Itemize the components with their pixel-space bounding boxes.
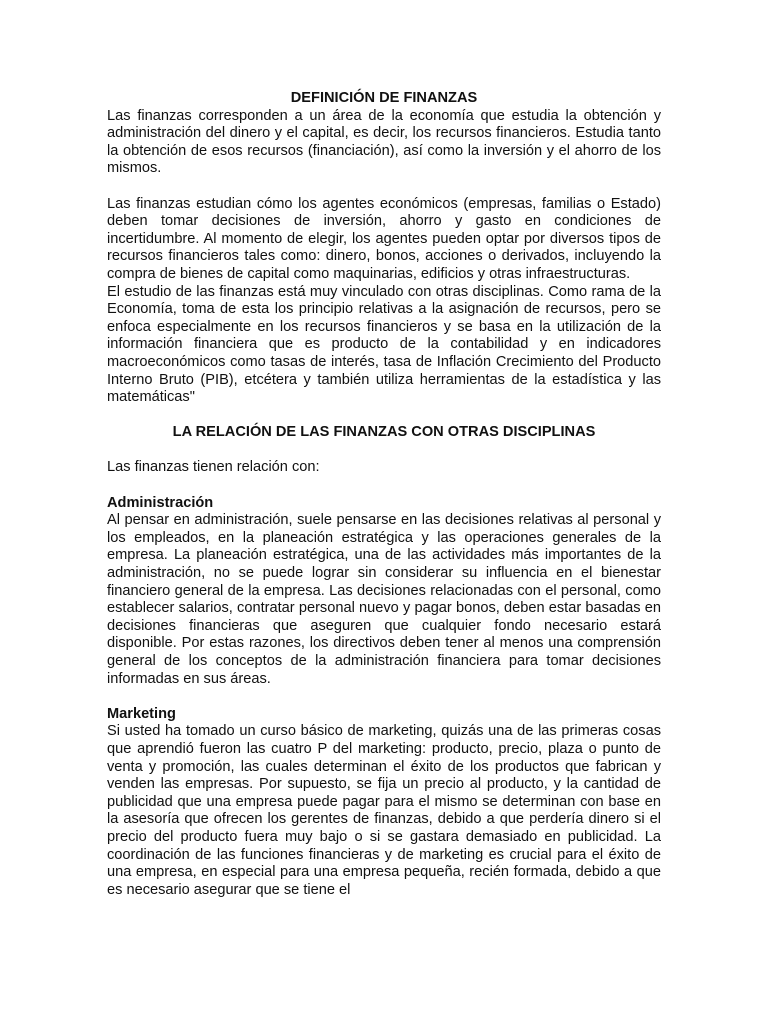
heading-marketing: Marketing (107, 705, 176, 722)
spacer (107, 442, 661, 460)
paragraph-disciplines: El estudio de las finanzas está muy vinculado con otras disciplinas. Como rama de la Economía, toma de esta los principio relativas a la asignación de recursos, pero se enfoca especialmente en los recursos financieros y se basa en la utilización de la información financiera que es producto de la contabilidad y en indicadores macroeconómicos como tasas de interés, tasa de Inflación Crecimiento del Producto Interno Bruto (PIB), etcétera y también utiliza herramientas de la estadística y las matemáticas" (107, 283, 661, 406)
spacer (107, 477, 661, 495)
document-page (107, 90, 661, 899)
heading-administracion: Administración (107, 494, 214, 511)
spacer (107, 688, 661, 706)
document-title: DEFINICIÓN DE FINANZAS (290, 90, 478, 106)
paragraph-definition: Las finanzas corresponden a un área de la economía que estudia la obtención y administración del dinero y el capital, es decir, los recursos financieros. Estudia tanto la obtención de esos recursos (financiación), así como la inversión y el ahorro de los mismos. (107, 107, 661, 177)
section-title-relation: LA RELACIÓN DE LAS FINANZAS CON OTRAS DISCIPLINAS (172, 424, 596, 441)
spacer (107, 407, 661, 425)
paragraph-administracion: Al pensar en administración, suele pensarse en las decisiones relativas al personal y los empleados, en la planeación estratégica y las operaciones generales de la empresa. La planeación estratégica, una de las actividades más importantes de la administración, no se puede lograr sin considerar su influencia en el bienestar financiero general de la empresa. Las decisiones relacionadas con el personal, como establecer salarios, contratar personal nuevo y pagar bonos, deben estar basadas en decisiones financieras que aseguren que cualquier fondo necesario estará disponible. Por estas razones, los directivos deben tener al menos una comprensión general de los conceptos de la administración financiera para tomar decisiones informadas en sus áreas. (107, 512, 661, 687)
spacer (107, 178, 661, 196)
paragraph-intro: Las finanzas tienen relación con: (107, 459, 320, 476)
paragraph-agents: Las finanzas estudian cómo los agentes económicos (empresas, familias o Estado) deben tomar decisiones de inversión, ahorro y gasto en condiciones de incertidumbre. Al momento de elegir, los agentes pueden optar por diversos tipos de recursos financieros tales como: dinero, bonos, acciones o derivados, incluyendo la compra de bienes de capital como maquinarias, edificios y otras infraestructuras. (107, 195, 661, 282)
paragraph-marketing: Si usted ha tomado un curso básico de marketing, quizás una de las primeras cosas que aprendió fueron las cuatro P del marketing: producto, precio, plaza o punto de venta y promoción, las cuales determinan el éxito de los productos que fabrican y venden las empresas. Por supuesto, se fija un precio al producto, y la cantidad de publicidad que una empresa puede pagar para el mismo se determinan con base en la asesoría que ofrecen los gerentes de finanzas, debido a que perdería dinero si el precio del producto fuera muy bajo o si se gastara demasiado en publicidad. La coordinación de las funciones financieras y de marketing es crucial para el éxito de una empresa, en especial para una empresa pequeña, recién formada, debido a que es necesario asegurar que se tiene el (107, 723, 661, 898)
